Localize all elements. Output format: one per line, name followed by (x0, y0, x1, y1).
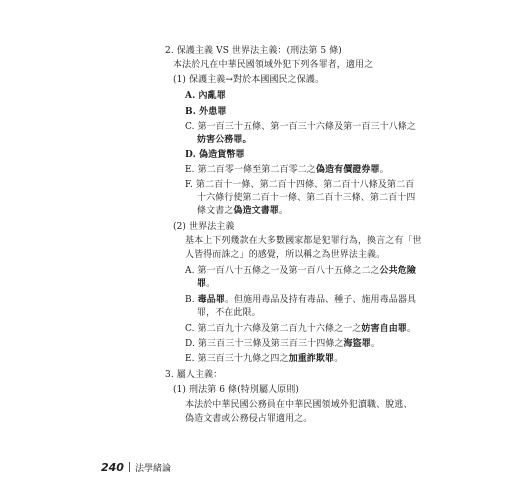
section-3-heading: 3. 屬人主義： (165, 370, 223, 380)
protection-item-c-line1: C. 第一百三十五條、第一百三十六條及第一百三十八條之 (185, 122, 416, 132)
protection-item-f-crime: 偽造文書罪 (233, 206, 279, 216)
protection-item-c-line2: 妨害公務罪。 (197, 135, 252, 145)
universal-item-b-line2: 罪，不在此限。 (197, 308, 261, 318)
footer-divider (129, 462, 130, 472)
universal-item-a-end: 。 (206, 279, 216, 289)
protection-item-d: D. 偽造貨幣罪 (185, 150, 245, 160)
subsection-universal-heading: (2) 世界法主義 (173, 222, 235, 232)
protection-item-e (185, 164, 389, 177)
subsection-protection-heading: (1) 保護主義→對於本國國民之保護。 (173, 75, 325, 85)
universal-item-b-line1 (185, 294, 416, 307)
universal-item-d-crime: 海盜罪 (343, 339, 371, 349)
universal-item-c (185, 323, 416, 336)
universal-item-a-crime: 公共危險 (379, 266, 416, 276)
section-2-heading: 2. 保護主義 VS 世界法主義：(刑法第 5 條) (165, 46, 342, 56)
book-title: 法學緒論 (134, 464, 171, 474)
protection-item-f-line1: F. 第二百十一條、第二百十四條、第二百十八條及第二百 (185, 180, 415, 190)
protection-item-f-line2: 十六條行使第二百十一條、第二百十三條、第二百十四 (197, 193, 416, 203)
protection-item-f-end: 。 (278, 206, 289, 216)
universal-item-b-label: B. (185, 295, 198, 305)
protection-item-e-end: 。 (379, 165, 389, 175)
universal-para-line2: 人皆得而誅之」的感覺，所以稱之為世界法主義。 (185, 250, 386, 260)
subsection-nationality-heading: (1) 刑法第 6 條(特別屬人原則) (173, 385, 299, 395)
universal-item-a-line1 (185, 265, 416, 278)
protection-item-b: B. 外患罪 (185, 107, 227, 117)
page-number: 240 (101, 461, 124, 474)
universal-item-d-text: D. 第三百三十三條及第三百三十四條之 (185, 339, 344, 349)
universal-item-b-text: 。但施用毒品及持有毒品、種子、施用毒品器具 (224, 295, 417, 305)
protection-item-e-text: E. 第二百零一條至第二百零二之 (185, 165, 316, 175)
universal-item-a-text: A. 第一百八十五條之一及第一百八十五條之二之 (185, 266, 380, 276)
universal-item-e (185, 353, 343, 366)
universal-item-c-end: 。 (406, 324, 417, 334)
universal-item-e-end: 。 (334, 354, 344, 364)
universal-item-c-crime: 妨害自由罪 (361, 324, 407, 334)
nationality-para-line1: 本法於中華民國公務員在中華民國領域外犯瀆職、脫逃、 (185, 400, 413, 410)
universal-item-e-text: E. 第三百三十九條之四之 (185, 354, 289, 364)
universal-item-d (185, 338, 380, 351)
nationality-para-line2: 偽造文書或公務侵占罪適用之。 (185, 414, 313, 424)
universal-item-a-crime-end: 罪 (197, 279, 207, 289)
section-2-intro: 本法於凡在中華民國領域外犯下列各罪者，適用之 (173, 60, 374, 70)
universal-item-a-line2 (197, 278, 215, 291)
protection-item-f-line3 (197, 205, 288, 218)
universal-item-c-text: C. 第二百九十六條及第二百九十六條之一之 (185, 324, 362, 334)
universal-item-e-crime: 加重詐欺罪 (288, 354, 335, 364)
universal-item-d-end: 。 (370, 339, 380, 349)
universal-para-line1: 基本上下列幾款在大多數國家都是犯罪行為，換言之有「世 (185, 236, 422, 246)
universal-item-b-crime: 毒品罪 (197, 295, 225, 305)
protection-item-f-text: 條文書之 (197, 206, 234, 216)
protection-item-a: A. 內亂罪 (185, 91, 226, 101)
protection-item-e-crime: 偽造有價證券罪 (315, 165, 380, 175)
page-footer (101, 461, 171, 474)
